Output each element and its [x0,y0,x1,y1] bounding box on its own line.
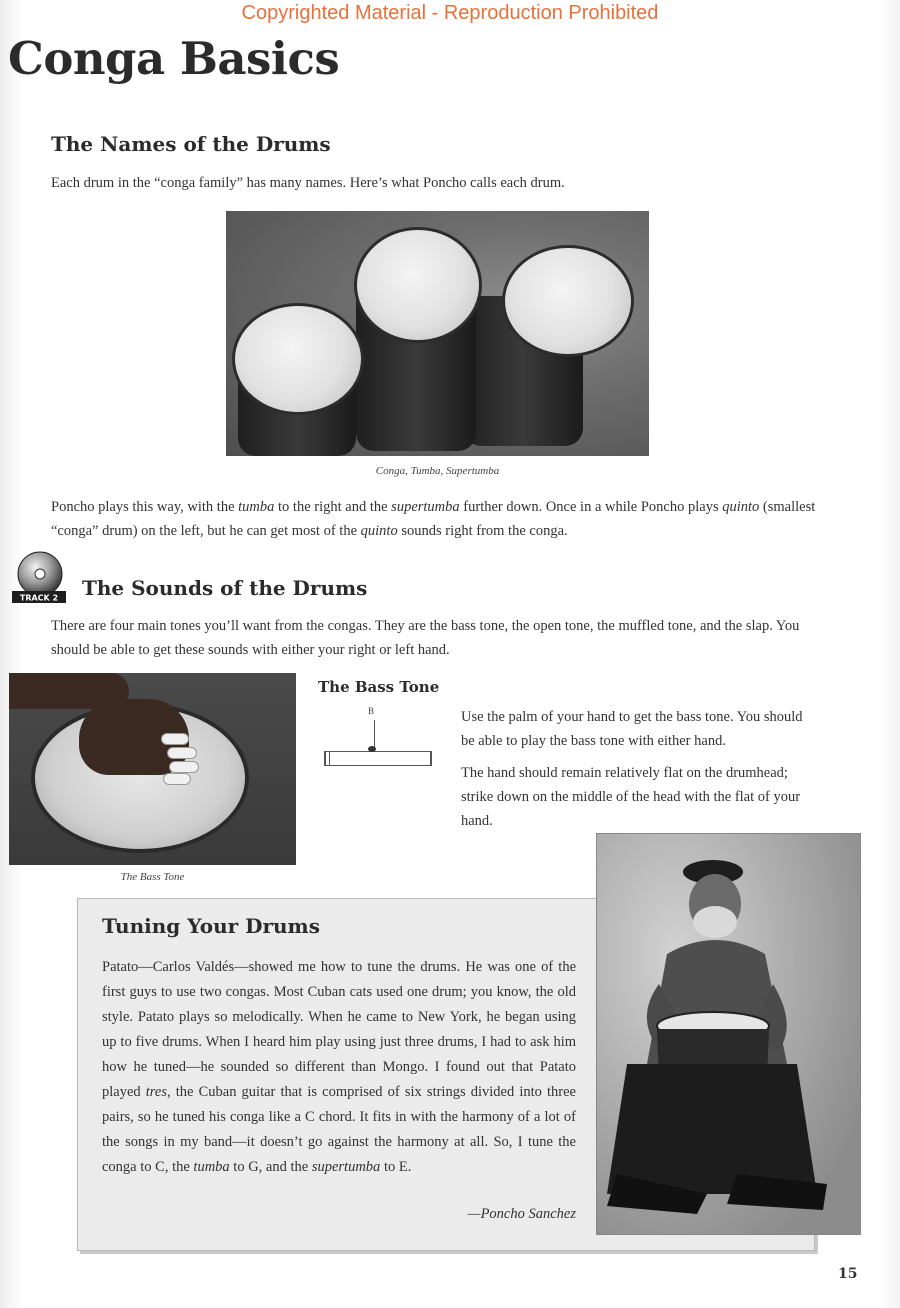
page-number: 15 [838,1266,858,1282]
names-paragraph: Poncho plays this way, with the tumba to the right and the supertumba further down. Once in a while Poncho plays quinto (smallest “conga” drum) on the left, but he can get most of the quinto sounds right from the conga. [51,499,816,539]
bass-tone-photo [9,673,296,865]
names-intro: Each drum in the “conga family” has many names. Here’s what Poncho calls each drum. [51,175,565,191]
sounds-intro: There are four main tones you’ll want from the congas. They are the bass tone, the open tone, the muffled tone, and the slap. You should be able to get these sounds with either your right or left hand. [51,618,800,658]
bass-tone-text-1: Use the palm of your hand to get the bass tone. You should be able to play the bass tone with either hand. [461,709,803,749]
bass-tone-heading: The Bass Tone [318,678,440,696]
bass-tone-text-2: The hand should remain relatively flat on the drumhead; strike down on the middle of the head with the flat of your hand. [461,765,801,829]
sidebar-body: Patato—Carlos Valdés—showed me how to tune the drums. He was one of the first guys to use two congas. Most Cuban cats used one drum; you know, the old style. Patato plays so melodically. When he came to New York, he began using up to five drums. When I heard him play using just three drums, I had to ask him how he tuned—he sounded so different than Mongo. I found out that Patato played tres, the Cuban guitar that is comprised of six strings divided into three pairs, so he tuned his conga like a C chord. It fits in with the harmony of a lot of the songs in my band—it doesn’t go against the harmony at all. So, I tune the conga to C, the tumba to G, and the supertumba to E. [102,959,576,1175]
drums-photo [226,211,649,456]
cd-track-icon [12,551,66,605]
sidebar-signature: —Poncho Sanchez [467,1206,576,1222]
note-label: B [368,706,375,716]
track-label: TRACK 2 [19,593,59,603]
poncho-sanchez-photo [596,833,861,1235]
bass-tone-notation [322,706,436,770]
bass-tone-photo-caption: The Bass Tone [120,871,185,883]
sidebar-heading: Tuning Your Drums [102,914,320,938]
section-heading-sounds: The Sounds of the Drums [82,576,368,600]
page-title: Conga Basics [8,32,340,85]
copyright-notice: Copyrighted Material - Reproduction Prohibited [241,2,659,24]
section-heading-names: The Names of the Drums [51,132,331,156]
drums-photo-caption: Conga, Tumba, Supertumba [375,465,500,477]
